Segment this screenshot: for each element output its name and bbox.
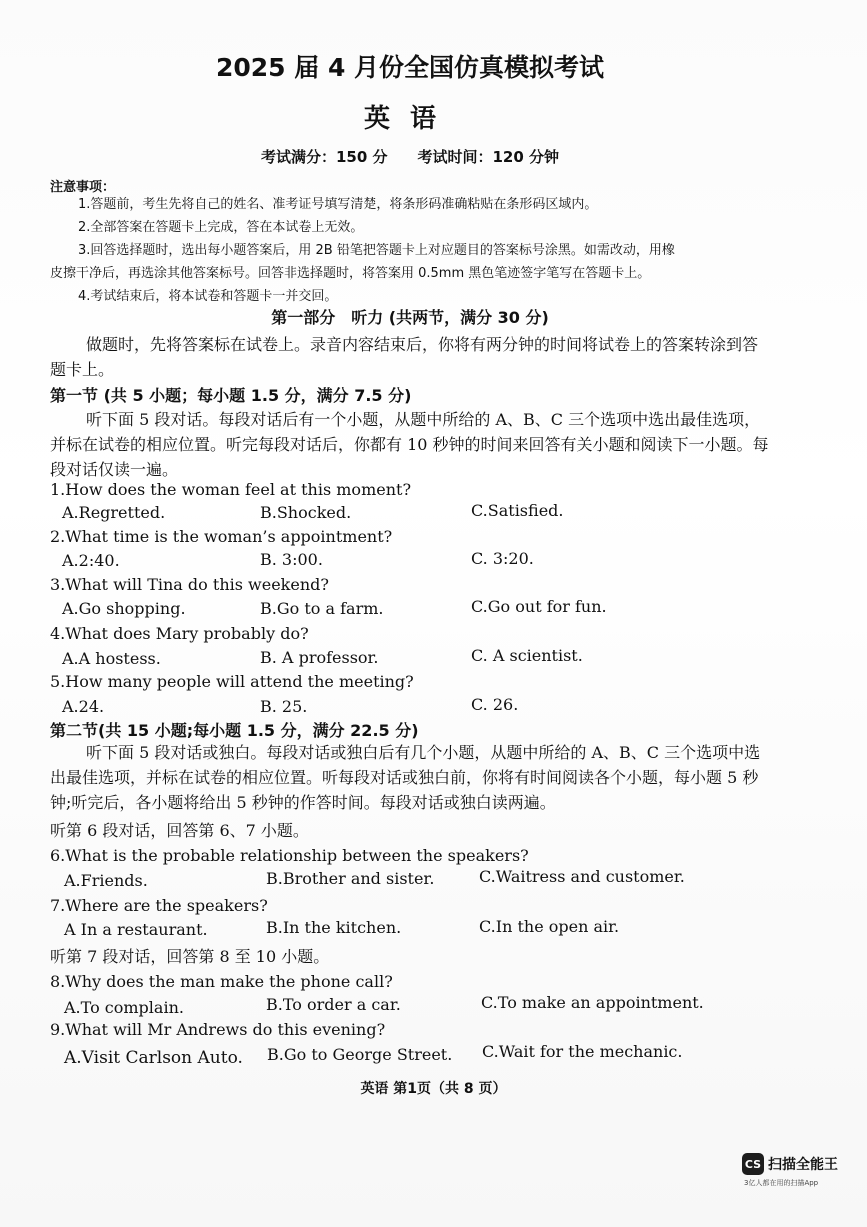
- notice-item: 3.回答选择题时，选出每小题答案后，用 2B 铅笔把答题卡上对应题目的答案标号涂黑。如需改动，用橡: [78, 243, 675, 258]
- question-8: 8.Why does the man make the phone call?: [50, 972, 393, 991]
- option-b: B.Go to a farm.: [260, 599, 384, 618]
- section1-intro: 听下面 5 段对话。每段对话后有一个小题，从题中所给的 A、B、C 三个选项中选出最佳选项，并标在试卷的相应位置。听完每段对话后，你都有 10 秒钟的时间来回答有关小题和阅读下一小题。每段对话仅读一遍。: [50, 410, 769, 479]
- option-a: A.Friends.: [64, 871, 148, 890]
- part1-intro: 做题时，先将答案标在试卷上。录音内容结束后，你将有两分钟的时间将试卷上的答案转涂到答题卡上。: [50, 335, 759, 379]
- part1-heading: 第一部分 听力 (共两节，满分 30 分): [271, 308, 549, 327]
- question-3: 3.What will Tina do this weekend?: [50, 575, 329, 594]
- option-a: A.A hostess.: [62, 649, 161, 668]
- question-7: 7.Where are the speakers?: [50, 896, 268, 915]
- option-c: C.Waitress and customer.: [479, 867, 685, 886]
- group-6-instruction: 听第 6 段对话，回答第 6、7 小题。: [50, 821, 309, 840]
- notice-item: 皮擦干净后，再选涂其他答案标号。回答非选择题时，将答案用 0.5mm 黑色笔迹签字笔写在答题卡上。: [50, 266, 651, 281]
- question-2: 2.What time is the woman’s appointment?: [50, 527, 393, 546]
- section2-intro: 听下面 5 段对话或独白。每段对话或独白后有几个小题，从题中所给的 A、B、C 三个选项中选出最佳选项，并标在试卷的相应位置。听每段对话或独白前，你将有时间阅读各个小题，每小题 5 秒钟;听完后，各小题将给出 5 秒钟的作答时间。每段对话或独白读两遍。: [50, 743, 761, 812]
- option-b: B.Brother and sister.: [266, 869, 435, 888]
- option-a: A.2:40.: [62, 551, 120, 570]
- option-c: C. 3:20.: [471, 549, 534, 568]
- notice-item: 4.考试结束后，将本试卷和答题卡一并交回。: [78, 289, 338, 304]
- option-b: B.Shocked.: [260, 503, 352, 522]
- notice-item: 1.答题前，考生先将自己的姓名、准考证号填写清楚，将条形码准确粘贴在条形码区域内。: [78, 197, 598, 212]
- option-b: B. 25.: [260, 697, 308, 716]
- option-c: C. 26.: [471, 695, 519, 714]
- question-5: 5.How many people will attend the meeting?: [50, 672, 414, 691]
- section1-heading: 第一节 (共 5 小题；每小题 1.5 分，满分 7.5 分): [50, 386, 412, 405]
- notice-heading: 注意事项：: [50, 180, 116, 195]
- option-c: C.Satisfied.: [471, 501, 564, 520]
- question-9: 9.What will Mr Andrews do this evening?: [50, 1020, 386, 1039]
- option-b: B. 3:00.: [260, 550, 323, 569]
- exam-meta: 考试满分：150 分 考试时间：120 分钟: [260, 148, 560, 166]
- section2-heading: 第二节(共 15 小题;每小题 1.5 分，满分 22.5 分): [50, 721, 419, 740]
- option-a: A In a restaurant.: [64, 920, 208, 939]
- group-7-instruction: 听第 7 段对话，回答第 8 至 10 小题。: [50, 947, 330, 966]
- scanner-app-name: 扫描全能王: [768, 1157, 838, 1173]
- option-a: A.24.: [62, 697, 105, 716]
- question-4: 4.What does Mary probably do?: [50, 624, 309, 643]
- option-b: B.Go to George Street.: [267, 1045, 453, 1064]
- camscanner-logo-icon: CS: [742, 1153, 764, 1175]
- question-1: 1.How does the woman feel at this moment?: [50, 480, 412, 499]
- page-footer: 英语 第1页（共 8 页）: [360, 1081, 507, 1097]
- option-a: A.To complain.: [64, 998, 184, 1017]
- question-6: 6.What is the probable relationship between the speakers?: [50, 846, 529, 865]
- option-a: A.Regretted.: [62, 503, 166, 522]
- option-a: A.Go shopping.: [62, 599, 186, 618]
- option-a: A.Visit Carlson Auto.: [64, 1048, 243, 1068]
- option-b: B.To order a car.: [266, 995, 401, 1014]
- option-c: C.Go out for fun.: [471, 597, 607, 616]
- notice-item: 2.全部答案在答题卡上完成，答在本试卷上无效。: [78, 220, 364, 235]
- option-c: C. A scientist.: [471, 646, 583, 665]
- option-c: C.To make an appointment.: [481, 993, 704, 1012]
- option-c: C.In the open air.: [479, 917, 620, 936]
- option-c: C.Wait for the mechanic.: [482, 1042, 683, 1061]
- scanner-tagline: 3亿人都在用的扫描App: [744, 1179, 819, 1187]
- option-b: B.In the kitchen.: [266, 918, 402, 937]
- subject-title: 英语: [363, 104, 456, 134]
- option-b: B. A professor.: [260, 648, 379, 667]
- exam-title: 2025 届 4 月份全国仿真模拟考试: [215, 53, 605, 82]
